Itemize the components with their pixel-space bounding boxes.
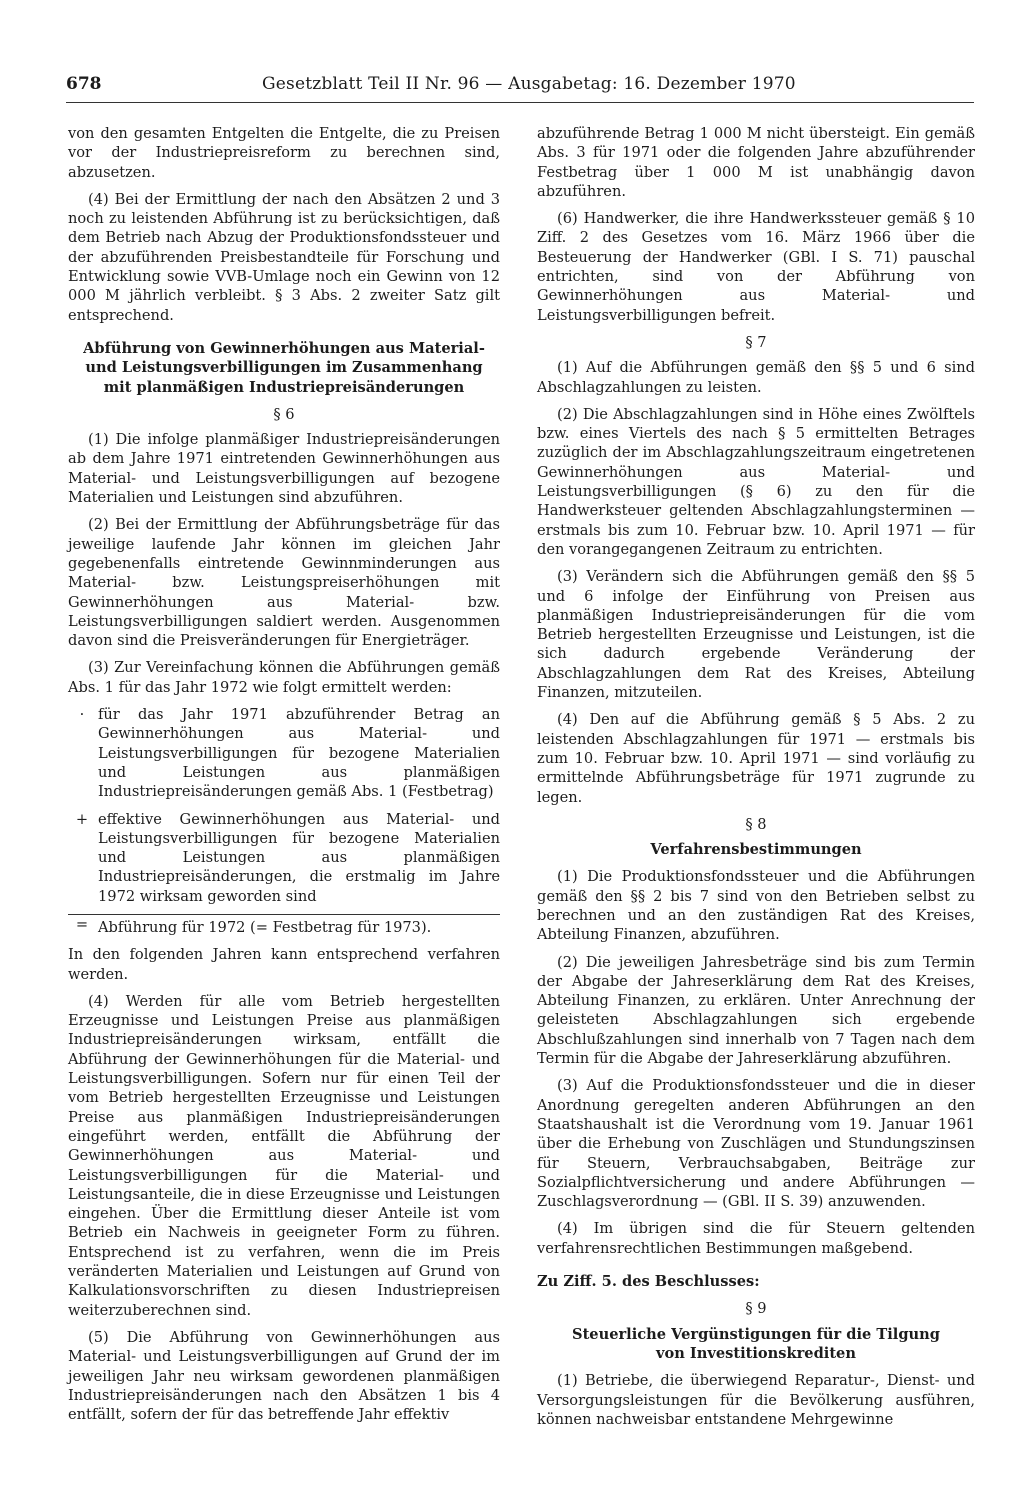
paragraph: abzuführende Betrag 1 000 M nicht übersteigt. Ein gemäß Abs. 3 für 1971 oder die folgenden Jahre abzuführender Festbetrag über 1 000 M ist unabhängig davon abzuführen. [537, 125, 975, 200]
paragraph: (1) Die Produktionsfondssteuer und die Abführungen gemäß den §§ 2 bis 7 sind von den Betrieben selbst zu berechnen und an den zuständigen Rat des Kreises, Abteilung Finanzen, abzuführen. [537, 868, 975, 944]
section-number: § 7 [745, 333, 767, 351]
page-header [66, 70, 974, 103]
plus-marker: + [75, 810, 89, 828]
sum-line [68, 914, 500, 937]
right-column [537, 124, 975, 1437]
paragraph: In den folgenden Jahren kann entsprechend verfahren werden. [68, 946, 500, 983]
heading-line: von Investitionskrediten [656, 1344, 856, 1362]
paragraph: (1) Die infolge planmäßiger Industriepreisänderungen ab dem Jahre 1971 eintretenden Gewinnerhöhungen aus Material- und Leistungsverbilligungen auf bezogene Materialien und Leistungen sind abzuführen. [68, 431, 500, 507]
section-title: Verfahrensbestimmungen [650, 841, 862, 859]
heading-line: und Leistungsverbilligungen im Zusammenhang [85, 359, 483, 377]
section-number: § 9 [745, 1300, 767, 1318]
sum-text: Abführung für 1972 (= Festbetrag für 1973). [98, 918, 432, 936]
paragraph: von den gesamten Entgelten die Entgelte, die zu Preisen vor der Industriepreisreform zu berechnen sind, abzusetzen. [68, 125, 500, 181]
paragraph: (4) Werden für alle vom Betrieb hergestellten Erzeugnisse und Leistungen Preise aus planmäßigen Industriepreisänderungen wirksam, entfällt die Abführung der Gewinnerhöhungen für die Material- und Leistungsverbilligungen. Sofern nur für einen Teil der vom Betrieb hergestellten Erzeugnisse und Leistungen Preise aus planmäßigen Industriepreisänderungen eingeführt werden, entfällt die Abführung der Gewinnerhöhungen aus Material- und Leistungsverbilligungen für die Material- und Leistungsanteile, die in diese Erzeugnisse und Leistungen eingehen. Über die Ermittlung dieser Anteile ist vom Betrieb ein Nachweis in geeigneter Form zu führen. Entsprechend ist zu verfahren, wenn die im Preis veränderten Materialien und Leistungen auf Grund von Kalkulationsvorschriften zu diesen Industriepreisen weiterzuberechnen sind. [68, 992, 500, 1319]
gazette-title: Gesetzblatt Teil II Nr. 96 — Ausgabetag: 16. Dezember 1970 [262, 74, 796, 94]
section-heading [68, 339, 500, 397]
heading-line: Abführung von Gewinnerhöhungen aus Material- [83, 339, 485, 357]
paragraph: (4) Im übrigen sind die für Steuern geltenden verfahrensrechtlichen Bestimmungen maßgebend. [537, 1220, 975, 1257]
paragraph: (5) Die Abführung von Gewinnerhöhungen aus Material- und Leistungsverbilligungen auf Grund der im jeweiligen Jahr neu wirksam gewordenen planmäßigen Industriepreisänderungen nach den Absätzen 1 bis 4 entfällt, sofern der für das betreffende Jahr effektiv [68, 1328, 500, 1424]
paragraph: (1) Auf die Abführungen gemäß den §§ 5 und 6 sind Abschlagzahlungen zu leisten. [537, 359, 975, 396]
paragraph: (3) Zur Vereinfachung können die Abführungen gemäß Abs. 1 für das Jahr 1972 wie folgt ermittelt werden: [68, 659, 500, 696]
list-text: effektive Gewinnerhöhungen aus Material- und Leistungsverbilligungen für bezogene Materialien und Leistungen aus planmäßigen Industriepreisänderungen, die erstmalig im Jahre 1972 wirksam geworden sind [98, 810, 500, 905]
paragraph: (6) Handwerker, die ihre Handwerkssteuer gemäß § 10 Ziff. 2 des Gesetzes vom 16. März 1966 über die Besteuerung der Handwerker (GBl. I S. 71) pauschal entrichten, sind von der Abführung von Gewinnerhöhungen aus Material- und Leistungsverbilligungen befreit. [537, 210, 975, 324]
list-marker: · [79, 706, 85, 724]
paragraph: (4) Den auf die Abführung gemäß § 5 Abs. 2 zu leistenden Abschlagzahlungen für 1971 — erstmals bis zum 10. Februar bzw. 10. April 1971 — sind vorläufig zu ermittelnde Abführungsbeträge für 1971 zugrunde zu legen. [537, 711, 975, 806]
page-number: 678 [66, 74, 102, 94]
paragraph: (2) Die jeweiligen Jahresbeträge sind bis zum Termin der Abgabe der Jahreserklärung dem Rat des Kreises, Abteilung Finanzen, zu erklären. Unter Anrechnung der geleisteten Abschlagzahlungen sich ergebende Abschlußzahlungen sind innerhalb von 7 Tagen nach dem Termin für die Abgabe der Jahreserklärung abzuführen. [537, 953, 975, 1068]
list-item [68, 810, 500, 906]
paragraph: (4) Bei der Ermittlung der nach den Absätzen 2 und 3 noch zu leistenden Abführung ist zu berücksichtigen, daß dem Betrieb nach Abzug der Produktionsfondssteuer und der abzuführenden Preisbestandteile für Forschung und Entwicklung sowie VVB-Umlage noch ein Gewinn von 12 000 M jährlich verbleibt. § 3 Abs. 2 zweiter Satz gilt entsprechend. [68, 190, 500, 324]
paragraph: (2) Die Abschlagzahlungen sind in Höhe eines Zwölftels bzw. eines Viertels des nach § 5 ermittelten Betrages zuzüglich der im Abschlagzahlungszeitraum eingetretenen Gewinnerhöhungen aus Material- und Leistungsverbilligungen (§ 6) zu den für die Handwerksteuer geltenden Abschlagzahlungsterminen — erstmals bis zum 10. Februar bzw. 10. April 1971 — für den vorangegangenen Zeitraum zu entrichten. [537, 405, 975, 558]
resolution-reference: Zu Ziff. 5. des Beschlusses: [537, 1273, 760, 1291]
paragraph: (3) Auf die Produktionsfondssteuer und die in dieser Anordnung geregelten anderen Abführungen an den Staatshaushalt ist die Verordnung vom 19. Januar 1961 über die Erhebung von Zuschlägen und Stundungszinsen für Steuern, Verbrauchsabgaben, Beiträge zur Sozialpflichtversicherung und andere Abführungen — Zuschlagsverordnung — (GBl. II S. 39) anzuwenden. [537, 1077, 975, 1211]
heading-line: Steuerliche Vergünstigungen für die Tilgung [572, 1325, 940, 1343]
list-text: für das Jahr 1971 abzuführender Betrag an Gewinnerhöhungen aus Material- und Leistungsverbilligungen für bezogene Materialien und Leistungen aus planmäßigen Industriepreisänderungen gemäß Abs. 1 (Festbetrag) [98, 706, 500, 801]
equals-marker: = [75, 915, 89, 933]
paragraph: (2) Bei der Ermittlung der Abführungsbeträge für das jeweilige laufende Jahr können im gleichen Jahr gegebenenfalls eintretende Gewinnminderungen aus Material- bzw. Leistungspreiserhöhungen mit Gewinnerhöhungen aus Material- bzw. Leistungsverbilligungen saldiert werden. Ausgenommen davon sind die Preisveränderungen für Energieträger. [68, 516, 500, 650]
section-number: § 8 [745, 815, 767, 833]
paragraph: (3) Verändern sich die Abführungen gemäß den §§ 5 und 6 infolge der Einführung von Preisen aus planmäßigen Industriepreisänderungen für die vom Betrieb hergestellten Erzeugnisse und Leistungen, ist die sich dadurch ergebende Veränderung der Abschlagzahlungen dem Rat des Kreises, Abteilung Finanzen, mitzuteilen. [537, 568, 975, 702]
left-column [68, 124, 500, 1432]
list-item [68, 705, 500, 801]
paragraph: (1) Betriebe, die überwiegend Reparatur-, Dienst- und Versorgungsleistungen für die Bevölkerung ausführen, können nachweisbar entstandene Mehrgewinne [537, 1372, 975, 1428]
section-title [537, 1325, 975, 1364]
section-number: § 6 [273, 405, 295, 423]
heading-line: mit planmäßigen Industriepreisänderungen [103, 378, 465, 396]
